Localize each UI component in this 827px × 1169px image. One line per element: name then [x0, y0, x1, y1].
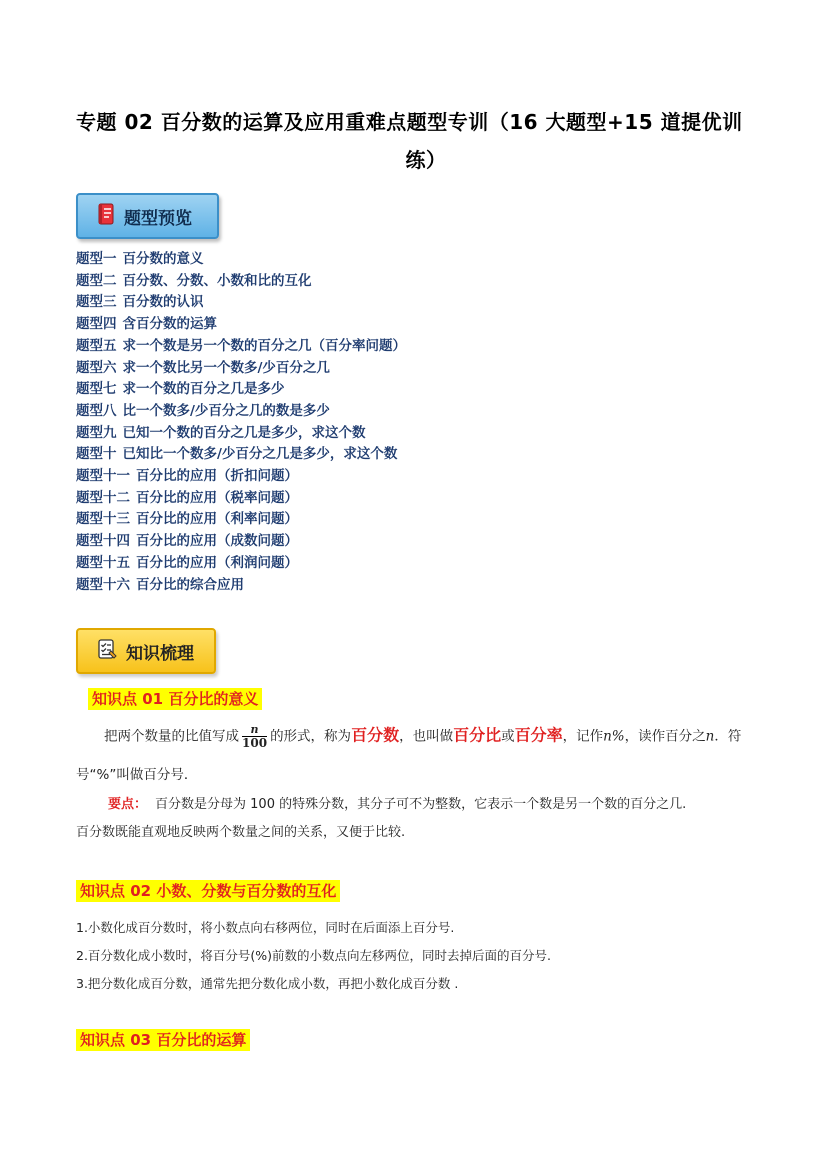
knowledge-point-title: 百分比的意义	[168, 690, 259, 708]
conversion-rule-2: 2.百分数化成小数时，将百分号(%)前数的小数点向左移两位，同时去掉后面的百分号.	[76, 948, 552, 963]
fraction-denominator: 100	[242, 736, 268, 750]
question-type-item	[76, 401, 406, 423]
text-run: 的形式，称为	[270, 728, 352, 745]
knowledge-point-tag: 知识点	[80, 882, 126, 900]
term-percent: 百分数	[351, 725, 400, 745]
knowledge-point-title: 百分比的运算	[156, 1031, 247, 1049]
question-type-text: 百分比的综合应用	[136, 576, 244, 593]
checklist-icon	[96, 638, 118, 665]
question-type-text: 求一个数的百分之几是多少	[122, 381, 285, 398]
question-type-text: 百分数的意义	[122, 251, 204, 267]
text-run: ．符	[714, 728, 742, 745]
knowledge-point-tag: 知识点	[92, 690, 138, 708]
question-type-text: 百分比的应用（成数问题）	[136, 533, 298, 550]
question-type-text: 百分数的认识	[122, 294, 204, 311]
question-type-item	[76, 488, 406, 510]
key-point-paragraph	[108, 795, 768, 815]
conversion-rule-3: 3.把分数化成百分数，通常先把分数化成小数，再把小数化成百分数 .	[76, 976, 459, 991]
question-type-text: 含百分数的运算	[122, 316, 217, 333]
text-run: 或	[501, 728, 515, 745]
question-type-item	[76, 249, 406, 271]
question-type-item	[76, 509, 406, 531]
question-type-item	[76, 358, 406, 380]
question-type-text: 百分比的应用（利润问题）	[136, 554, 298, 571]
percent-definition-paragraph	[104, 724, 764, 749]
question-type-item	[76, 314, 406, 336]
question-type-text: 已知一个数的百分之几是多少，求这个数	[122, 424, 366, 441]
key-point-label: 要点：	[108, 797, 148, 812]
notation-n-percent: n%	[603, 728, 625, 745]
question-type-item	[76, 444, 406, 466]
key-point-text-continued: 百分数既能直观地反映两个数量之间的关系，又便于比较.	[76, 825, 406, 840]
question-type-item	[76, 292, 406, 314]
key-point-text: 百分数是分母为 100 的特殊分数，其分子可不为整数，它表示一个数是另一个数的百分之几.	[155, 797, 687, 812]
question-type-preview-badge	[76, 193, 219, 239]
question-type-number: 题型十五	[76, 554, 130, 571]
conversion-rule-1: 1.小数化成百分数时，将小数点向右移两位，同时在后面添上百分号.	[76, 920, 455, 935]
question-type-number: 题型十六	[76, 576, 130, 593]
text-run: ，记作	[562, 728, 604, 745]
percent-sign-line: 号“%”叫做百分号．	[76, 767, 198, 783]
knowledge-summary-badge	[76, 628, 216, 674]
knowledge-point-number: 01	[142, 690, 164, 708]
question-type-number: 题型五	[76, 337, 117, 354]
knowledge-point-title: 小数、分数与百分数的互化	[156, 882, 337, 900]
knowledge-point-number: 03	[130, 1031, 152, 1049]
question-type-number: 题型十四	[76, 533, 130, 550]
knowledge-point-01-heading	[88, 688, 262, 710]
question-type-number: 题型六	[76, 359, 117, 376]
question-type-number: 题型十三	[76, 511, 130, 528]
question-type-text: 求一个数是另一个数的百分之几（百分率问题）	[122, 337, 406, 354]
question-type-number: 题型八	[76, 402, 117, 419]
knowledge-point-03-heading	[76, 1029, 250, 1051]
question-type-item	[76, 575, 406, 597]
book-icon	[96, 203, 116, 230]
question-type-item	[76, 553, 406, 575]
text-run: 把两个数量的比值写成	[104, 728, 239, 745]
fraction-numerator: n	[242, 724, 267, 737]
question-type-number: 题型一	[76, 251, 117, 267]
question-type-number: 题型四	[76, 316, 117, 333]
fraction-n-over-100	[242, 724, 267, 749]
question-type-item	[76, 531, 406, 553]
question-type-number: 题型十一	[76, 468, 130, 485]
question-type-number: 题型十	[76, 446, 117, 463]
question-type-item	[76, 466, 406, 488]
question-type-text: 百分数、分数、小数和比的互化	[122, 272, 312, 289]
title-line-2: 练）	[405, 148, 447, 172]
title-line-1: 专题 02 百分数的运算及应用重难点题型专训（16 大题型+15 道提优训	[76, 110, 743, 134]
question-type-number: 题型十二	[76, 489, 130, 506]
question-type-number: 题型七	[76, 381, 117, 398]
question-type-text: 求一个数比另一个数多/少百分之几	[122, 359, 330, 376]
question-type-item	[76, 379, 406, 401]
question-type-text: 百分比的应用（折扣问题）	[136, 468, 298, 485]
question-type-text: 比一个数多/少百分之几的数是多少	[122, 402, 330, 419]
question-type-item	[76, 423, 406, 445]
question-type-number: 题型三	[76, 294, 117, 311]
knowledge-point-number: 02	[130, 882, 152, 900]
question-type-item	[76, 336, 406, 358]
document-title	[76, 103, 756, 179]
knowledge-point-02-heading	[76, 880, 340, 902]
question-type-number: 题型二	[76, 272, 117, 289]
question-type-text: 百分比的应用（利率问题）	[136, 511, 298, 528]
question-type-number: 题型九	[76, 424, 117, 441]
question-type-list	[76, 249, 406, 596]
text-run: ，读作百分之	[624, 728, 706, 745]
badge-label: 题型预览	[124, 208, 192, 229]
text-run: ，也叫做	[399, 728, 454, 745]
knowledge-point-tag: 知识点	[80, 1031, 126, 1049]
question-type-item	[76, 271, 406, 293]
term-percent-rate: 百分率	[514, 725, 563, 745]
question-type-text: 百分比的应用（税率问题）	[136, 489, 298, 506]
term-percentage: 百分比	[453, 725, 502, 745]
variable-n: n	[705, 728, 715, 745]
badge-label: 知识梳理	[126, 643, 194, 664]
question-type-text: 已知比一个数多/少百分之几是多少，求这个数	[122, 446, 398, 463]
